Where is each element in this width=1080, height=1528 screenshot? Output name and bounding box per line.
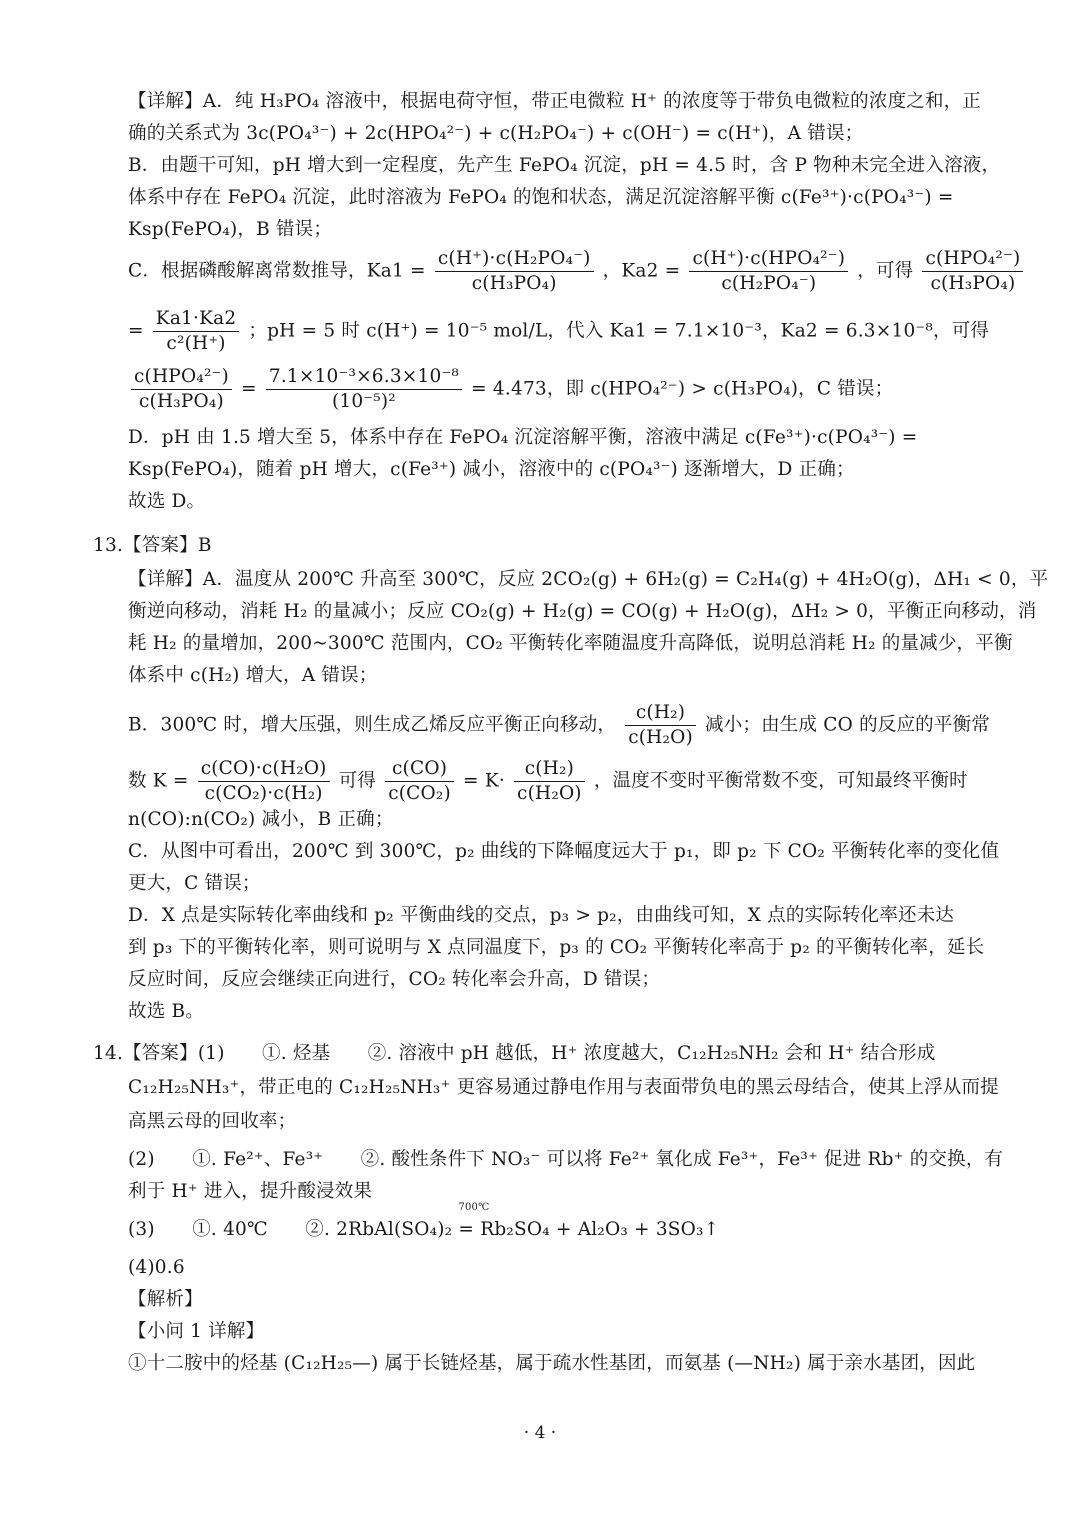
q13-d-line1: D．X 点是实际转化率曲线和 p₂ 平衡曲线的交点，p₃ > p₂，由曲线可知，X 点的实际转化率还未达	[128, 905, 955, 926]
q14-answer-part2-line2: 利于 H⁺ 进入，提升酸浸效果	[128, 1181, 373, 1202]
reaction-condition: 700℃ =	[458, 1202, 490, 1240]
fraction-ratio: $\frac{\text{c(HPO₄²⁻)}}{\text{c(H₃PO₄)}}$	[922, 248, 1023, 295]
q12-a-line2: 确的关系式为 3c(PO₄³⁻) + 2c(HPO₄²⁻) + c(H₂PO₄⁻) + c(OH⁻) = c(H⁺)，A 错误；	[128, 123, 864, 144]
q13-c-line1: C．从图中可看出，200℃ 到 300℃，p₂ 曲线的下降幅度远大于 p₁，即 p₂ 下 CO₂ 平衡转化率的变化值	[128, 841, 1000, 862]
q13-c-line2: 更大，C 错误；	[128, 873, 261, 894]
fraction-ka1-ka2: $\frac{Ka1\cdot Ka2}{\text{c²(H⁺)}}$	[153, 308, 240, 355]
q13-a-line2: 衡逆向移动，消耗 H₂ 的量减小；反应 CO₂(g) + H₂(g) = CO(g) + H₂O(g)，ΔH₂ > 0，平衡正向移动，消	[128, 601, 1037, 622]
q14-analysis-heading: 【解析】	[128, 1289, 203, 1310]
fraction-calculation: $\frac{\text{7.1×10⁻³×6.3×10⁻⁸}}{\text{(10⁻⁵)²}}$	[266, 366, 462, 413]
q13-answer: 13.【答案】B	[93, 535, 212, 556]
q12-b-line3: Ksp(FePO₄)，B 错误；	[128, 219, 333, 240]
q12-d-line1: D．pH 由 1.5 增大至 5，体系中存在 FePO₄ 沉淀溶解平衡，溶液中满足 c(Fe³⁺)·c(PO₄³⁻) =	[128, 427, 918, 448]
q12-c-line1: C．根据磷酸解离常数推导，Ka1 = $\frac{\text{c(H⁺)·c(H₂PO₄⁻)}}{\text{c(H₃PO₄)}}$ ，Ka2 = $\frac{\text{c(H⁺)·c(HPO₄²⁻)}}{\text{c(H₂PO₄⁻)}}$ ，可得 $\frac{\text{c(HPO₄²⁻)}}{\text{c(H₃PO₄)}}$	[128, 248, 1026, 295]
fraction-h2-h2o: $\frac{\text{c(H₂)}}{\text{c(H₂O)}}$	[625, 702, 696, 749]
q12-b-line1: B．由题干可知，pH 增大到一定程度，先产生 FePO₄ 沉淀，pH = 4.5 时，含 P 物种未完全进入溶液，	[128, 155, 1001, 176]
q14-subquestion1-heading: 【小问 1 详解】	[128, 1321, 265, 1342]
fraction-ka1: $\frac{\text{c(H⁺)·c(H₂PO₄⁻)}}{\text{c(H₃PO₄)}}$	[435, 248, 594, 295]
fraction-ka2: $\frac{\text{c(H⁺)·c(HPO₄²⁻)}}{\text{c(H₂PO₄⁻)}}$	[689, 248, 848, 295]
q13-b-line3: n(CO):n(CO₂) 减小，B 正确；	[128, 809, 394, 830]
q12-b-line2: 体系中存在 FePO₄ 沉淀，此时溶液为 FePO₄ 的饱和状态，满足沉淀溶解平衡 c(Fe³⁺)·c(PO₄³⁻) =	[128, 187, 954, 208]
fraction-ratio-2: $\frac{\text{c(HPO₄²⁻)}}{\text{c(H₃PO₄)}}$	[131, 366, 232, 413]
q13-conclusion: 故选 B。	[128, 1001, 204, 1022]
q13-a-line1: 【详解】A．温度从 200℃ 升高至 300℃，反应 2CO₂(g) + 6H₂(g) = C₂H₄(g) + 4H₂O(g)，ΔH₁ < 0，平	[128, 569, 1049, 590]
q14-answer-line1: 14.【答案】(1) ①. 烃基 ②. 溶液中 pH 越低，H⁺ 浓度越大，C₁₂H₂₅NH₂ 会和 H⁺ 结合形成	[93, 1043, 936, 1064]
fraction-co-co2: $\frac{c(CO)}{\text{c(CO₂)}}$	[385, 758, 454, 805]
q14-answer-part4: (4)0.6	[128, 1257, 185, 1278]
q12-c-line2: = $\frac{Ka1\cdot Ka2}{\text{c²(H⁺)}}$ ；pH = 5 时 c(H⁺) = 10⁻⁵ mol/L，代入 Ka1 = 7.1×10⁻³，Ka2 = 6.3×10⁻⁸，可得	[128, 308, 990, 354]
q13-b-line1: B．300℃ 时，增大压强，则生成乙烯反应平衡正向移动， $\frac{\text{c(H₂)}}{\text{c(H₂O)}}$ 减小；由生成 CO 的反应的平衡常	[128, 702, 990, 748]
q12-c-line3: $\frac{\text{c(HPO₄²⁻)}}{\text{c(H₃PO₄)}}$ = $\frac{\text{7.1×10⁻³×6.3×10⁻⁸}}{\text{(10⁻⁵)²}}$ = 4.473，即 c(HPO₄²⁻) > c(H₃PO₄)，C 错误；	[128, 366, 893, 413]
fraction-h2-h2o-2: $\frac{\text{c(H₂)}}{\text{c(H₂O)}}$	[514, 758, 585, 805]
q14-answer-part2-line1: (2) ①. Fe²⁺、Fe³⁺ ②. 酸性条件下 NO₃⁻ 可以将 Fe²⁺ 氧化成 Fe³⁺，Fe³⁺ 促进 Rb⁺ 的交换，有	[128, 1149, 1004, 1170]
q14-answer-part3: (3) ①. 40℃ ②. 2RbAl(SO₄)₂ 700℃ = Rb₂SO₄ + Al₂O₃ + 3SO₃↑	[128, 1216, 719, 1244]
q13-a-line3: 耗 H₂ 的量增加，200~300℃ 范围内，CO₂ 平衡转化率随温度升高降低，说明总消耗 H₂ 的量减少，平衡	[128, 633, 1013, 654]
q12-d-line2: Ksp(FePO₄)，随着 pH 增大，c(Fe³⁺) 减小，溶液中的 c(PO₄³⁻) 逐渐增大，D 正确；	[128, 459, 855, 480]
q14-subquestion1-line1: ①十二胺中的烃基 (C₁₂H₂₅—) 属于长链烃基，属于疏水性基团，而氨基 (—NH₂) 属于亲水基团，因此	[128, 1353, 976, 1374]
q14-answer-line2: C₁₂H₂₅NH₃⁺，带正电的 C₁₂H₂₅NH₃⁺ 更容易通过静电作用与表面带负电的黑云母结合，使其上浮从而提	[128, 1077, 999, 1098]
q13-b-line2: 数 K = $\frac{\text{c(CO)·c(H₂O)}}{\text{c(CO₂)·c(H₂)}}$ 可得 $\frac{c(CO)}{\text{c(CO₂)}}$ = K· $\frac{\text{c(H₂)}}{\text{c(H₂O)}}$ ，温度不变时平衡常数不变，可知最终平衡时	[128, 758, 968, 804]
q13-d-line3: 反应时间，反应会继续正向进行，CO₂ 转化率会升高，D 错误；	[128, 969, 661, 990]
page-number: · 4 ·	[523, 1423, 557, 1443]
fraction-equilibrium-k: $\frac{\text{c(CO)·c(H₂O)}}{\text{c(CO₂)·c(H₂)}}$	[198, 758, 330, 805]
q12-conclusion: 故选 D。	[128, 491, 206, 512]
q14-answer-line3: 高黑云母的回收率；	[128, 1111, 297, 1132]
q13-a-line4: 体系中 c(H₂) 增大，A 错误；	[128, 665, 378, 686]
q13-d-line2: 到 p₃ 下的平衡转化率，则可说明与 X 点同温度下，p₃ 的 CO₂ 平衡转化率高于 p₂ 的平衡转化率，延长	[128, 937, 985, 958]
q12-a-line1: 【详解】A．纯 H₃PO₄ 溶液中，根据电荷守恒，带正电微粒 H⁺ 的浓度等于带负电微粒的浓度之和，正	[128, 91, 982, 112]
